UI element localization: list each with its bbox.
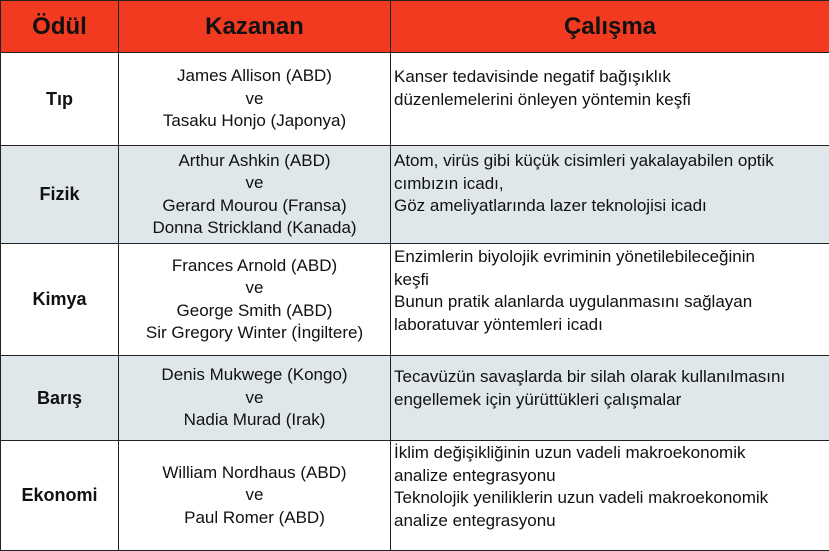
winner-line: ve <box>119 484 390 507</box>
winner-line: Tasaku Honjo (Japonya) <box>119 110 390 133</box>
work-line: Kanser tedavisinde negatif bağışıklık <box>394 66 829 89</box>
winner-cell <box>119 441 391 551</box>
work-line: Göz ameliyatlarında lazer teknolojisi icadı <box>394 195 829 218</box>
work-cell <box>391 441 829 551</box>
work-line: İklim değişikliğinin uzun vadeli makroekonomik <box>394 442 829 465</box>
winner-line: George Smith (ABD) <box>119 300 390 323</box>
work-line: Tecavüzün savaşlarda bir silah olarak kullanılmasını <box>394 366 829 389</box>
award-cell: Kimya <box>1 244 119 356</box>
winner-cell <box>119 53 391 146</box>
award-cell: Ekonomi <box>1 441 119 551</box>
header-award: Ödül <box>1 1 119 53</box>
header-winner: Kazanan <box>119 1 391 53</box>
winner-line: William Nordhaus (ABD) <box>119 462 390 485</box>
table-row <box>1 244 829 356</box>
work-line: düzenlemelerini önleyen yöntemin keşfi <box>394 89 829 112</box>
winner-line: ve <box>119 387 390 410</box>
winner-cell <box>119 146 391 244</box>
winner-line: Sir Gregory Winter (İngiltere) <box>119 322 390 345</box>
work-line: cımbızın icadı, <box>394 173 829 196</box>
work-line: Teknolojik yeniliklerin uzun vadeli makroekonomik <box>394 487 829 510</box>
award-cell: Fizik <box>1 146 119 244</box>
work-line: laboratuvar yöntemleri icadı <box>394 314 829 337</box>
table-row <box>1 146 829 244</box>
winner-line: ve <box>119 88 390 111</box>
winner-line: Denis Mukwege (Kongo) <box>119 364 390 387</box>
award-cell: Tıp <box>1 53 119 146</box>
work-line: keşfi <box>394 269 829 292</box>
winner-line: Gerard Mourou (Fransa) <box>119 195 390 218</box>
winner-line: Donna Strickland (Kanada) <box>119 217 390 240</box>
work-line: Bunun pratik alanlarda uygulanmasını sağlayan <box>394 291 829 314</box>
work-line: Atom, virüs gibi küçük cisimleri yakalayabilen optik <box>394 150 829 173</box>
work-line: analize entegrasyonu <box>394 465 829 488</box>
winner-line: James Allison (ABD) <box>119 65 390 88</box>
work-cell <box>391 356 829 441</box>
winner-line: ve <box>119 277 390 300</box>
work-cell <box>391 146 829 244</box>
work-line: analize entegrasyonu <box>394 510 829 533</box>
table-row <box>1 53 829 146</box>
work-cell <box>391 244 829 356</box>
table-row <box>1 356 829 441</box>
table-header-row <box>1 1 829 53</box>
winner-line: ve <box>119 172 390 195</box>
work-line: engellemek için yürüttükleri çalışmalar <box>394 389 829 412</box>
winner-cell <box>119 356 391 441</box>
award-cell: Barış <box>1 356 119 441</box>
work-cell <box>391 53 829 146</box>
winner-cell <box>119 244 391 356</box>
winner-line: Paul Romer (ABD) <box>119 507 390 530</box>
header-work: Çalışma <box>391 1 829 53</box>
work-line: Enzimlerin biyolojik evriminin yönetilebileceğinin <box>394 246 829 269</box>
winner-line: Frances Arnold (ABD) <box>119 255 390 278</box>
winner-line: Arthur Ashkin (ABD) <box>119 150 390 173</box>
winner-line: Nadia Murad (Irak) <box>119 409 390 432</box>
table-row <box>1 441 829 551</box>
